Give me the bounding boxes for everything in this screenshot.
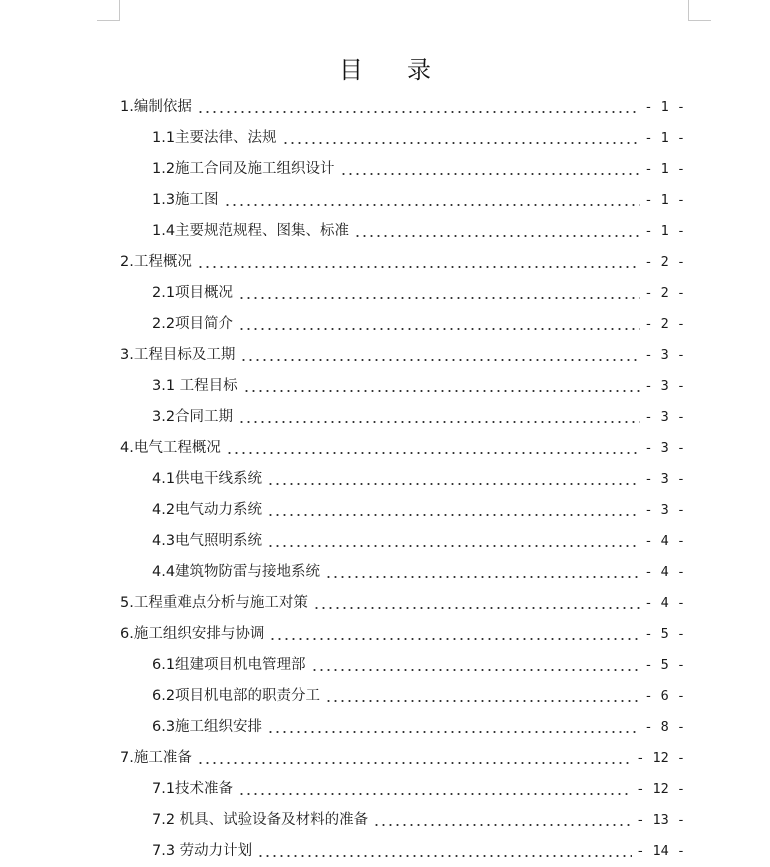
toc-leader-dots [325,696,640,706]
toc-leader-dots [311,665,641,675]
toc-entry[interactable] [120,743,685,774]
toc-entry-label: 7.施工准备 [120,750,192,766]
toc-entry[interactable] [152,402,685,433]
toc-entry-page: - 3 - [644,471,685,487]
toc-entry[interactable] [152,495,685,526]
toc-entry-page: - 12 - [636,781,685,797]
toc-entry[interactable] [152,526,685,557]
toc-leader-dots [238,417,640,427]
toc-leader-dots [240,355,640,365]
toc-leader-dots [238,789,632,799]
toc-entry-label: 6.3施工组织安排 [152,719,263,735]
toc-entry-page: - 2 - [644,254,685,270]
toc-entry-page: - 5 - [644,626,685,642]
toc-leader-dots [197,262,641,272]
toc-entry-page: - 4 - [644,595,685,611]
toc-entry[interactable] [152,774,685,805]
toc-entry-page: - 12 - [636,750,685,766]
toc-entry-label: 7.2 机具、试验设备及材料的准备 [152,812,369,828]
toc-entry-label: 4.2电气动力系统 [152,502,263,518]
toc-leader-dots [257,851,632,861]
toc-entry-label: 2.1项目概况 [152,285,234,301]
toc-entry-label: 3.2合同工期 [152,409,234,425]
toc-entry[interactable] [152,309,685,340]
toc-entry[interactable] [152,278,685,309]
toc-entry-page: - 2 - [644,285,685,301]
toc-entry-label: 7.1技术准备 [152,781,234,797]
toc-leader-dots [197,107,641,117]
toc-leader-dots [269,634,640,644]
toc-entry-page: - 1 - [644,192,685,208]
toc-entry-label: 6.2项目机电部的职责分工 [152,688,321,704]
toc-entry[interactable] [152,371,685,402]
toc-leader-dots [282,138,641,148]
toc-entry-page: - 3 - [644,409,685,425]
toc-entry-label: 7.3 劳动力计划 [152,843,253,859]
toc-entry-label: 4.1供电干线系统 [152,471,263,487]
toc-leader-dots [325,572,640,582]
toc-entry[interactable] [152,557,685,588]
toc-leader-dots [340,169,641,179]
toc-entry[interactable] [152,123,685,154]
toc-leader-dots [267,727,640,737]
toc-entry-page: - 13 - [636,812,685,828]
toc-entry-page: - 1 - [644,99,685,115]
toc-entry-label: 1.4主要规范规程、图集、标准 [152,223,350,239]
toc-leader-dots [243,386,641,396]
toc-entry[interactable] [152,712,685,743]
toc-entry-page: - 4 - [644,564,685,580]
toc-entry[interactable] [152,805,685,836]
toc-leader-dots [226,448,641,458]
toc-entry-label: 1.编制依据 [120,99,192,115]
toc-entry-label: 4.3电气照明系统 [152,533,263,549]
toc-entry-label: 1.2施工合同及施工组织设计 [152,161,335,177]
toc-entry-page: - 6 - [644,688,685,704]
toc-entry-label: 4.4建筑物防雷与接地系统 [152,564,321,580]
toc-entry-label: 3.工程目标及工期 [120,347,236,363]
toc-leader-dots [238,324,640,334]
toc-entry-page: - 14 - [636,843,685,859]
toc-entry-page: - 4 - [644,533,685,549]
title-char-2: 录 [407,56,431,84]
toc-entry[interactable] [120,619,685,650]
toc-entry-label: 2.工程概况 [120,254,192,270]
toc-entry-label: 1.1主要法律、法规 [152,130,277,146]
toc-leader-dots [267,479,640,489]
toc-leader-dots [224,200,641,210]
toc-leader-dots [238,293,640,303]
toc-entry-page: - 2 - [644,316,685,332]
toc-entry-page: - 3 - [644,347,685,363]
toc-entry-page: - 1 - [644,223,685,239]
toc-entry-page: - 1 - [644,161,685,177]
toc-entry-page: - 3 - [644,440,685,456]
toc-entry[interactable] [120,433,685,464]
toc-entry[interactable] [152,185,685,216]
toc-entry[interactable] [152,836,685,867]
toc-entry-page: - 3 - [644,502,685,518]
document-title [0,50,770,85]
toc-entry[interactable] [120,92,685,123]
toc-entry-label: 6.1组建项目机电管理部 [152,657,306,673]
title-char-1: 目 [339,56,363,84]
toc-leader-dots [373,820,632,830]
toc-entry[interactable] [152,681,685,712]
toc-entry-label: 6.施工组织安排与协调 [120,626,265,642]
toc-entry-label: 4.电气工程概况 [120,440,221,456]
toc-leader-dots [267,510,640,520]
toc-leader-dots [313,603,641,613]
toc-entry[interactable] [152,464,685,495]
toc-entry-label: 2.2项目简介 [152,316,234,332]
toc-entry-page: - 3 - [644,378,685,394]
toc-entry-page: - 5 - [644,657,685,673]
toc-entry-label: 5.工程重难点分析与施工对策 [120,595,308,611]
toc-leader-dots [267,541,640,551]
toc-entry-page: - 8 - [644,719,685,735]
toc-entry[interactable] [120,588,685,619]
toc-entry-label: 1.3施工图 [152,192,219,208]
toc-entry-page: - 1 - [644,130,685,146]
toc-entry[interactable] [120,247,685,278]
toc-entry[interactable] [152,650,685,681]
page-corner-mark-right [688,0,711,21]
toc-leader-dots [197,758,632,768]
toc-entry[interactable] [152,154,685,185]
toc-entry-label: 3.1 工程目标 [152,378,238,394]
toc-entry[interactable] [120,340,685,371]
toc-entry[interactable] [152,216,685,247]
toc-leader-dots [354,231,640,241]
page-corner-mark-left [97,0,120,21]
